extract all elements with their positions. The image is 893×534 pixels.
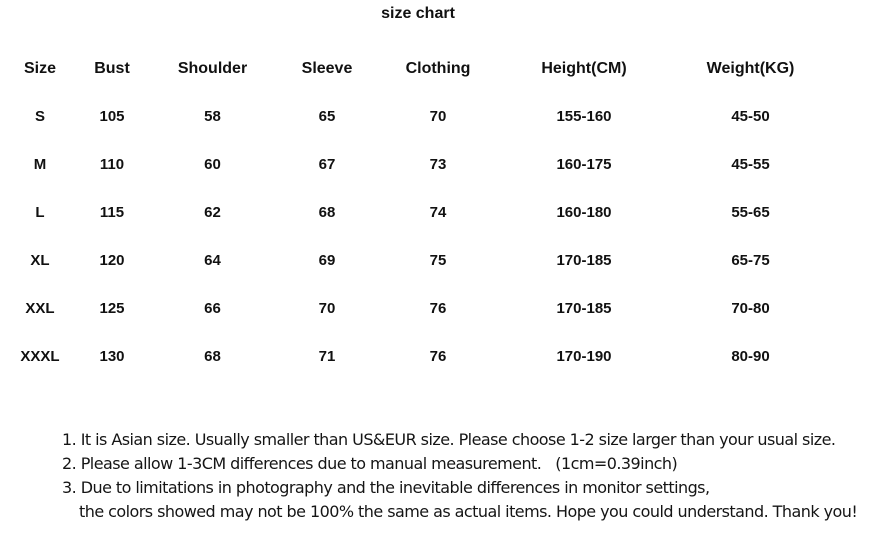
cell-clothing: 76 (429, 347, 447, 365)
cell-height: 160-180 (556, 203, 612, 221)
cell-clothing: 75 (429, 251, 447, 269)
cell-sleeve: 68 (318, 203, 336, 221)
cell-shoulder: 60 (204, 155, 221, 173)
cell-sleeve: 67 (318, 155, 336, 173)
cell-size: S (34, 107, 45, 125)
header-height: Height(CM) (541, 60, 627, 77)
cell-sleeve: 65 (318, 107, 336, 125)
cell-clothing: 74 (429, 203, 447, 221)
header-weight: Weight(KG) (706, 60, 795, 77)
note-measurement-text: 2. Please allow 1-3CM differences due to manual measurement. (62, 454, 542, 473)
cell-height: 170-185 (556, 299, 612, 317)
header-bust: Bust (94, 60, 130, 77)
header-shoulder: Shoulder (177, 60, 248, 77)
cell-size: XXL (25, 299, 55, 317)
cell-weight: 45-55 (731, 155, 770, 173)
cell-height: 170-190 (556, 347, 612, 365)
cell-bust: 120 (99, 251, 125, 269)
cell-weight: 80-90 (731, 347, 770, 365)
table-row (0, 236, 893, 284)
cell-size: XXXL (20, 347, 60, 365)
cell-height: 170-185 (556, 251, 612, 269)
cell-weight: 45-50 (731, 107, 770, 125)
note-measurement (62, 452, 882, 476)
header-row (0, 46, 893, 92)
cell-size: L (35, 203, 45, 221)
cell-bust: 130 (99, 347, 125, 365)
cell-bust: 105 (99, 107, 125, 125)
cell-height: 155-160 (556, 107, 612, 125)
note-photography: 3. Due to limitations in photography and the inevitable differences in monitor settings, (62, 478, 710, 497)
cell-sleeve: 69 (318, 251, 336, 269)
cell-clothing: 70 (429, 107, 447, 125)
table-row (0, 140, 893, 188)
cell-weight: 70-80 (731, 299, 770, 317)
cell-clothing: 76 (429, 299, 447, 317)
size-notes (62, 428, 882, 524)
note-color-difference: the colors showed may not be 100% the same as actual items. Hope you could understand. Thank you! (79, 502, 858, 521)
cell-weight: 65-75 (731, 251, 770, 269)
cell-size: M (33, 155, 47, 173)
cell-clothing: 73 (429, 155, 447, 173)
cell-shoulder: 66 (204, 299, 221, 317)
note-conversion: (1cm=0.39inch) (555, 454, 678, 473)
cell-size: XL (30, 251, 50, 269)
table-row (0, 332, 893, 380)
header-size: Size (23, 60, 56, 77)
page-title: size chart (381, 5, 455, 22)
cell-sleeve: 70 (318, 299, 336, 317)
table-row (0, 188, 893, 236)
cell-sleeve: 71 (318, 347, 336, 365)
cell-bust: 125 (99, 299, 125, 317)
cell-weight: 55-65 (731, 203, 770, 221)
header-clothing: Clothing (405, 60, 471, 77)
table-row (0, 92, 893, 140)
table-row (0, 284, 893, 332)
cell-bust: 110 (99, 155, 125, 173)
cell-shoulder: 58 (204, 107, 221, 125)
header-sleeve: Sleeve (301, 60, 353, 77)
cell-bust: 115 (99, 203, 125, 221)
cell-shoulder: 68 (204, 347, 221, 365)
cell-shoulder: 64 (204, 251, 221, 269)
note-asian-size: 1. It is Asian size. Usually smaller than US&EUR size. Please choose 1-2 size larger than your usual size. (62, 430, 836, 449)
cell-shoulder: 62 (204, 203, 221, 221)
cell-height: 160-175 (556, 155, 612, 173)
size-table (0, 46, 893, 380)
